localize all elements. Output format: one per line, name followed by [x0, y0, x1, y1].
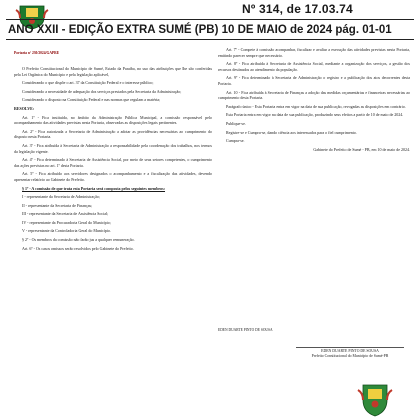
article: Art. 5º - Fica atribuído aos servidores designados o acompanhamento e a fiscalização das atividades, devendo apresentar relatório ao Gabinete do Prefeito.: [14, 171, 212, 182]
article: Art. 3º - Fica atribuída à Secretaria de Administração a responsabilidade pela coordenação dos trabalhos, nos termos da legislação vigente.: [14, 142, 212, 154]
article: Art. 1º - Fica instituída, no âmbito da Administração Pública Municipal, a comissão responsável pelo acompanhamento das atividades previstas nesta Portaria, observadas as disposições legais pertinentes.: [14, 114, 212, 126]
list-item: I - representante da Secretaria de Administração;: [22, 194, 100, 200]
list-item: III - representante da Secretaria de Assistência Social;: [22, 211, 109, 217]
article: Art. 4º - Fica determinado à Secretaria de Assistência Social, por meio de seus setores competentes, o cumprimento das ações previstas no art. 1º desta Portaria.: [14, 157, 212, 168]
place-date: Gabinete do Prefeito de Sumé - PB, em 10 de maio de 2024.: [313, 146, 410, 152]
decree-body-column-2: [218, 47, 410, 155]
signature-block: [290, 346, 410, 359]
resolve-heading: RESOLVE:: [14, 105, 35, 111]
decree-number: Portaria nº 230/2024/GAPRE: [14, 51, 60, 55]
article: Art. 9º - Fica determinado à Secretaria de Administração o registro e a publicação dos atos decorrentes desta Portaria.: [218, 75, 410, 86]
list-item: IV - representante da Procuradoria Geral do Município;: [22, 219, 111, 225]
article: Art. 8º - Fica atribuída à Secretaria de Assistência Social, mediante a organização dos serviços, a gestão dos recursos destinados ao atendimento da população.: [218, 61, 410, 72]
list-item: V - representante da Controladoria Geral do Município.: [22, 228, 112, 234]
paragraph: Cumpra-se.: [226, 138, 245, 144]
article: Art. 2º - Fica autorizada a Secretaria de Administração a adotar as providências necessárias ao cumprimento do disposto nesta Portaria.: [14, 128, 212, 140]
paragraph: Considerando a necessidade de adequação dos serviços prestados pela Secretaria da Administração;: [22, 88, 182, 94]
signer-role: Prefeito Constitucional do Município de Sumé-PB: [311, 353, 389, 358]
stamp-name: EDEN DUARTE PINTO DE SOUSA: [218, 328, 273, 332]
municipal-seal-icon: [356, 382, 394, 418]
issue-number: Nº 314, de 17.03.74: [242, 2, 353, 16]
article: Art. 7º - Compete à comissão acompanhar, fiscalizar e avaliar a execução das atividades previstas nesta Portaria, emitindo parecer sempre que necessário.: [218, 47, 410, 58]
paragraph: Parágrafo único - Esta Portaria entra em vigor na data de sua publicação, revogadas as disposições em contrário.: [226, 103, 406, 109]
paragraph: O Prefeito Constitucional do Município de Sumé, Estado da Paraíba, no uso das atribuições que lhe são conferidas pela Lei Orgânica do Município e pela legislação aplicável,: [14, 66, 212, 77]
header-rule-top: [6, 19, 414, 20]
paragraph: Registre-se e Cumpra-se, dando ciência aos interessados para o fiel cumprimento.: [226, 129, 357, 135]
paragraph: Considerando o disposto na Constituição Federal e nas normas que regulam a matéria;: [22, 97, 161, 103]
decree-body-column-1: [14, 66, 212, 254]
article: Art. 10 - Fica atribuída à Secretaria de Finanças a adoção das medidas orçamentárias e financeiras necessárias ao cumprimento desta Portaria.: [218, 89, 410, 101]
signer-name: EDEN DUARTE PINTO DE SOUSA: [321, 349, 379, 353]
paragraph: § 2º - Os membros da comissão não farão jus a qualquer remuneração.: [22, 237, 135, 243]
paragraph: Considerando o que dispõe o art. 37 da Constituição Federal e o interesse público;: [22, 80, 154, 86]
paragraph: Publique-se.: [226, 120, 246, 126]
digital-signature-stamp: [218, 328, 296, 376]
paragraph-heading: § 1º - A comissão de que trata esta Portaria será composta pelos seguintes membros:: [22, 185, 166, 191]
edition-line: ANO XXII - EDIÇÃO EXTRA SUMÉ (PB) 10 DE MAIO de 2024 pág. 01-01: [8, 24, 392, 36]
article: Art. 6º - Os casos omissos serão resolvidos pelo Gabinete do Prefeito.: [22, 245, 134, 251]
signature-line: [296, 347, 404, 348]
paragraph: Esta Portaria entra em vigor na data de sua publicação, produzindo seus efeitos a partir de 10 de maio de 2024.: [226, 112, 404, 118]
list-item: II - representante da Secretaria de Finanças;: [22, 202, 93, 208]
header-rule-bottom: [6, 39, 414, 40]
